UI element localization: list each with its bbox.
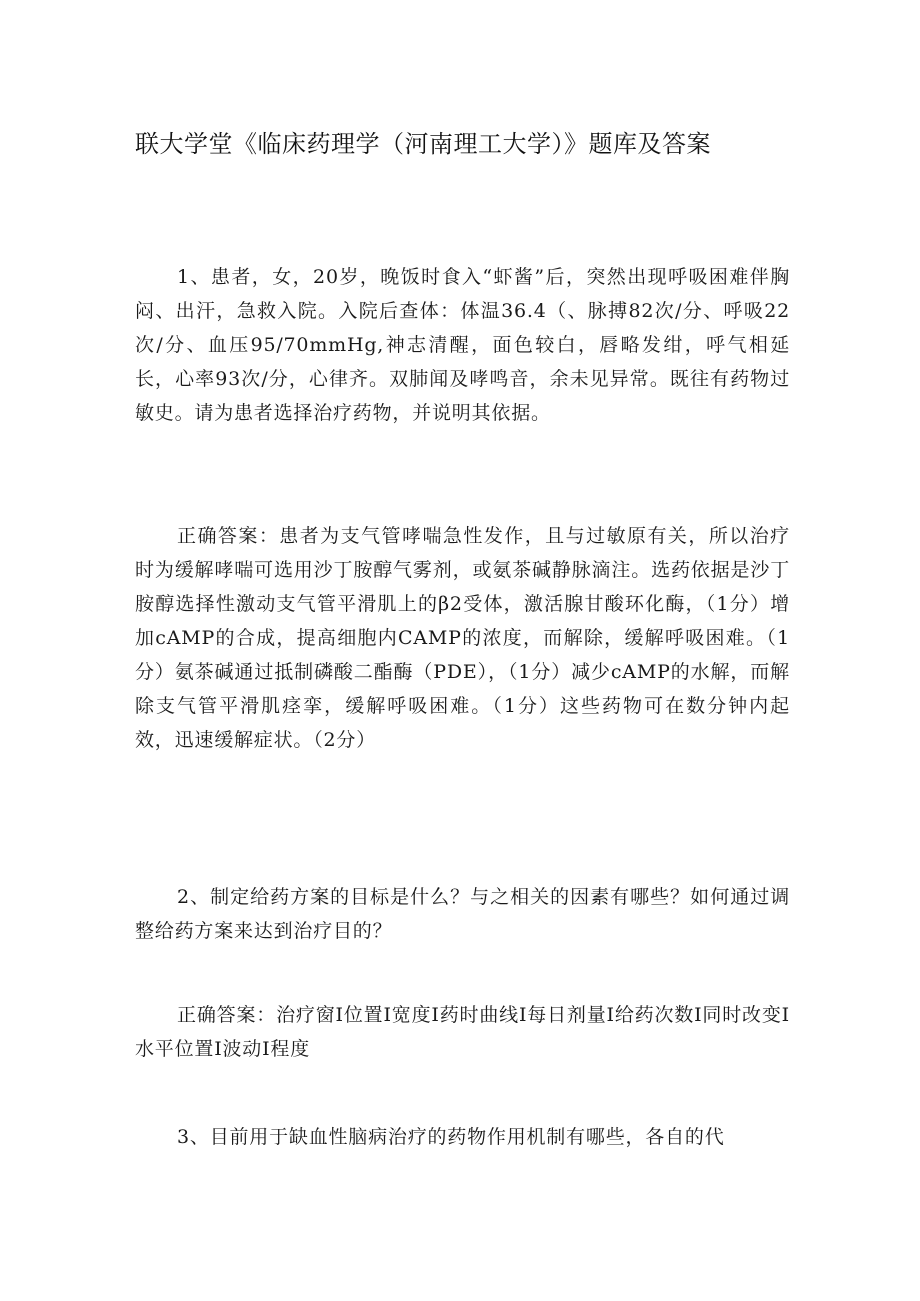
document-title: 联大学堂《临床药理学（河南理工大学）》题库及答案 <box>135 130 711 158</box>
answer-1: 正确答案：患者为支气管哮喘急性发作，且与过敏原有关，所以治疗时为缓解哮喘可选用沙丁胺醇气雾剂，或氨茶碱静脉滴注。选药依据是沙丁胺醇选择性激动支气管平滑肌上的β2受体，激活腺甘酸环化酶，（1分）增加cAMP的合成，提高细胞内CAMP的浓度，而解除，缓解呼吸困难。（1分）氨茶碱通过抵制磷酸二酯酶（PDE），（1分）减少cAMP的水解，而解除支气管平滑肌痉挛，缓解呼吸困难。（1分）这些药物可在数分钟内起效，迅速缓解症状。（2分） <box>135 525 790 751</box>
question-3: 3、目前用于缺血性脑病治疗的药物作用机制有哪些，各自的代 <box>177 1126 725 1148</box>
question-2: 2、制定给药方案的目标是什么？与之相关的因素有哪些？如何通过调整给药方案来达到治疗目的？ <box>135 886 790 942</box>
question-1: 1、患者，女，20岁，晚饭时食入“虾酱”后，突然出现呼吸困难伴胸闷、出汗，急救入院。入院后查体：体温36.4（、脉搏82次/分、呼吸22次/分、血压95/70mmHg,神志清醒，面色较白，唇略发绀，呼气相延长，心率93次/分，心律齐。双肺闻及哮鸣音，余未见异常。既往有药物过敏史。请为患者选择治疗药物，并说明其依据。 <box>135 266 790 424</box>
answer-2: 正确答案：治疗窗I位置I宽度I药时曲线I每日剂量I给药次数I同时改变I水平位置I波动I程度 <box>135 1004 790 1060</box>
